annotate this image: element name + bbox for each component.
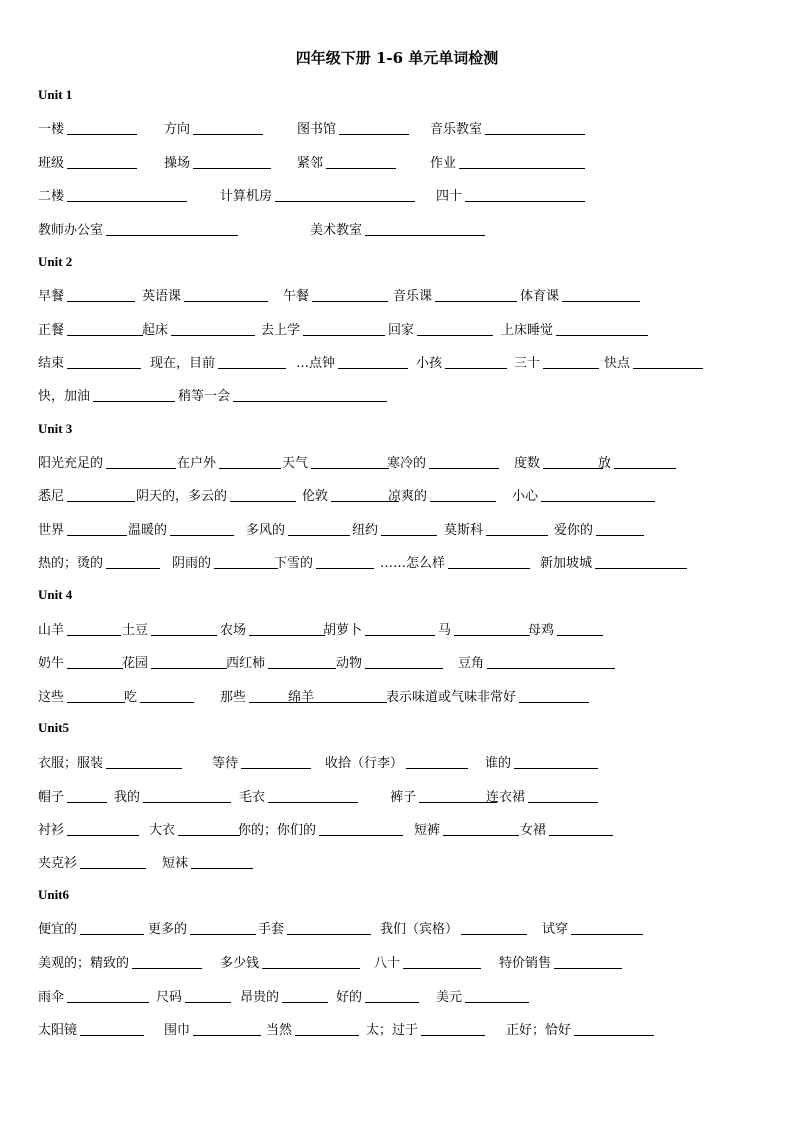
answer-blank[interactable] <box>67 368 141 369</box>
word-prompt: 计算机房 <box>220 189 273 204</box>
answer-blank[interactable] <box>365 635 435 636</box>
answer-blank[interactable] <box>316 568 374 569</box>
answer-blank[interactable] <box>381 535 437 536</box>
answer-blank[interactable] <box>171 335 255 336</box>
word-prompt: 我的 <box>114 790 141 805</box>
word-prompt: 衣服；服装 <box>38 756 104 771</box>
word-prompt: 回家 <box>388 323 415 338</box>
word-prompt: 便宜的 <box>38 922 78 937</box>
answer-blank[interactable] <box>365 235 485 236</box>
answer-blank[interactable] <box>287 934 371 935</box>
word-prompt: 绵羊 <box>288 690 315 705</box>
answer-blank[interactable] <box>67 668 123 669</box>
answer-blank[interactable] <box>339 134 409 135</box>
answer-blank[interactable] <box>67 201 187 202</box>
word-row <box>38 219 758 241</box>
word-prompt: 图书馆 <box>297 122 337 137</box>
word-prompt: 操场 <box>164 156 191 171</box>
worksheet-title: 四年级下册 1-6 单元单词检测 <box>295 49 499 67</box>
word-prompt: 早餐 <box>38 289 65 304</box>
word-prompt: 体育课 <box>520 289 560 304</box>
word-prompt: 夹克衫 <box>38 856 78 871</box>
answer-blank[interactable] <box>67 1002 149 1003</box>
word-prompt: 等待 <box>212 756 239 771</box>
word-row <box>38 1019 758 1041</box>
word-prompt: 八十 <box>374 956 401 971</box>
answer-blank[interactable] <box>487 668 615 669</box>
word-row <box>38 852 758 874</box>
answer-blank[interactable] <box>311 468 389 469</box>
answer-blank[interactable] <box>282 1002 328 1003</box>
word-prompt: 围巾 <box>164 1023 191 1038</box>
word-row <box>38 152 758 174</box>
word-row <box>38 319 758 341</box>
word-prompt: 新加坡城 <box>540 556 593 571</box>
answer-blank[interactable] <box>403 968 481 969</box>
word-prompt: 一楼 <box>38 122 65 137</box>
word-row <box>38 118 758 140</box>
word-prompt: 帽子 <box>38 790 65 805</box>
word-prompt: 度数 <box>514 456 541 471</box>
answer-blank[interactable] <box>448 568 530 569</box>
word-prompt: 毛衣 <box>239 790 266 805</box>
word-prompt: 美术教室 <box>310 223 363 238</box>
answer-blank[interactable] <box>67 301 135 302</box>
answer-blank[interactable] <box>67 168 137 169</box>
word-row <box>38 786 758 808</box>
answer-blank[interactable] <box>67 535 127 536</box>
answer-blank[interactable] <box>429 468 499 469</box>
answer-blank[interactable] <box>191 868 253 869</box>
answer-blank[interactable] <box>106 568 160 569</box>
answer-blank[interactable] <box>106 468 176 469</box>
answer-blank[interactable] <box>595 568 687 569</box>
answer-blank[interactable] <box>262 968 360 969</box>
word-prompt: 音乐课 <box>393 289 433 304</box>
answer-blank[interactable] <box>596 535 644 536</box>
answer-blank[interactable] <box>614 468 676 469</box>
word-prompt: 结束 <box>38 356 65 371</box>
word-prompt: 现在，目前 <box>150 356 216 371</box>
answer-blank[interactable] <box>557 635 603 636</box>
answer-blank[interactable] <box>303 335 385 336</box>
answer-blank[interactable] <box>461 934 527 935</box>
unit-heading: Unit 4 <box>38 587 73 602</box>
word-prompt: 谁的 <box>485 756 512 771</box>
answer-blank[interactable] <box>319 835 403 836</box>
word-prompt: 在户外 <box>177 456 217 471</box>
word-prompt: 这些 <box>38 690 65 705</box>
unit-heading: Unit6 <box>38 887 70 902</box>
word-prompt: 短袜 <box>162 856 189 871</box>
word-prompt: 大衣 <box>149 823 176 838</box>
word-prompt: 裤子 <box>390 790 417 805</box>
word-row <box>38 652 758 674</box>
answer-blank[interactable] <box>193 134 263 135</box>
answer-blank[interactable] <box>249 635 325 636</box>
answer-blank[interactable] <box>485 134 585 135</box>
answer-blank[interactable] <box>219 468 281 469</box>
word-prompt: 胡萝卜 <box>323 623 363 638</box>
word-prompt: 试穿 <box>542 922 569 937</box>
word-row <box>38 819 758 841</box>
answer-blank[interactable] <box>185 1002 231 1003</box>
answer-blank[interactable] <box>514 768 598 769</box>
word-prompt: 小心 <box>512 489 539 504</box>
answer-blank[interactable] <box>417 335 493 336</box>
word-prompt: 动物 <box>336 656 363 671</box>
answer-blank[interactable] <box>80 1035 144 1036</box>
answer-blank[interactable] <box>541 501 655 502</box>
word-prompt: 天气 <box>282 456 309 471</box>
word-prompt: 英语课 <box>142 289 182 304</box>
answer-blank[interactable] <box>193 168 271 169</box>
word-prompt: 二楼 <box>38 189 65 204</box>
word-prompt: 花园 <box>122 656 149 671</box>
answer-blank[interactable] <box>151 668 227 669</box>
word-prompt: 热的；烫的 <box>38 556 104 571</box>
unit-heading: Unit 2 <box>38 254 73 269</box>
answer-blank[interactable] <box>106 768 182 769</box>
answer-blank[interactable] <box>67 635 121 636</box>
word-prompt: 世界 <box>38 523 65 538</box>
word-prompt: ……怎么样 <box>380 556 446 571</box>
answer-blank[interactable] <box>443 835 519 836</box>
word-row <box>38 185 758 207</box>
word-prompt: 小孩 <box>416 356 443 371</box>
answer-blank[interactable] <box>132 968 202 969</box>
answer-blank[interactable] <box>312 301 388 302</box>
answer-blank[interactable] <box>218 368 286 369</box>
word-prompt: 音乐教室 <box>430 122 483 137</box>
answer-blank[interactable] <box>326 168 396 169</box>
word-prompt: 我们（宾格） <box>380 922 459 937</box>
unit-heading: Unit 1 <box>38 87 73 102</box>
answer-blank[interactable] <box>365 668 443 669</box>
word-row <box>38 952 758 974</box>
word-row <box>38 619 758 641</box>
word-prompt: 起床 <box>142 323 169 338</box>
word-prompt: 午餐 <box>283 289 310 304</box>
answer-blank[interactable] <box>178 835 240 836</box>
answer-blank[interactable] <box>143 802 231 803</box>
answer-blank[interactable] <box>574 1035 654 1036</box>
word-prompt: 母鸡 <box>528 623 555 638</box>
word-prompt: 快，加油 <box>38 389 91 404</box>
word-prompt: 连衣裙 <box>486 790 526 805</box>
word-row <box>38 519 758 541</box>
word-prompt: 奶牛 <box>38 656 65 671</box>
word-prompt: 短裤 <box>414 823 441 838</box>
answer-blank[interactable] <box>465 1002 529 1003</box>
answer-blank[interactable] <box>459 168 585 169</box>
word-prompt: 班级 <box>38 156 65 171</box>
answer-blank[interactable] <box>549 835 613 836</box>
answer-blank[interactable] <box>562 301 640 302</box>
word-prompt: 那些 <box>220 690 247 705</box>
word-prompt: 阴天的，多云的 <box>136 489 228 504</box>
word-prompt: 下雪的 <box>274 556 314 571</box>
word-row <box>38 385 758 407</box>
word-prompt: 当然 <box>266 1023 293 1038</box>
word-prompt: 好的 <box>336 990 363 1005</box>
answer-blank[interactable] <box>67 835 139 836</box>
answer-blank[interactable] <box>93 401 175 402</box>
answer-blank[interactable] <box>365 1002 419 1003</box>
answer-blank[interactable] <box>338 368 408 369</box>
word-prompt: 四十 <box>436 189 463 204</box>
word-prompt: 表示味道或气味非常好 <box>386 690 517 705</box>
word-row <box>38 552 758 574</box>
word-prompt: 更多的 <box>148 922 188 937</box>
answer-blank[interactable] <box>554 968 622 969</box>
answer-blank[interactable] <box>80 868 146 869</box>
answer-blank[interactable] <box>214 568 278 569</box>
answer-blank[interactable] <box>295 1035 359 1036</box>
word-prompt: 女裙 <box>520 823 547 838</box>
word-prompt: 作业 <box>430 156 457 171</box>
answer-blank[interactable] <box>454 635 530 636</box>
word-prompt: 紧邻 <box>297 156 324 171</box>
answer-blank[interactable] <box>556 335 648 336</box>
word-prompt: 教师办公室 <box>38 223 104 238</box>
answer-blank[interactable] <box>106 235 238 236</box>
answer-blank[interactable] <box>543 368 599 369</box>
answer-blank[interactable] <box>288 535 350 536</box>
word-prompt: 你的；你们的 <box>238 823 317 838</box>
word-prompt: 尺码 <box>156 990 183 1005</box>
answer-blank[interactable] <box>571 934 643 935</box>
answer-blank[interactable] <box>486 535 548 536</box>
word-row <box>38 986 758 1008</box>
word-prompt: 太阳镜 <box>38 1023 78 1038</box>
word-row <box>38 452 758 474</box>
word-prompt: 昂贵的 <box>240 990 280 1005</box>
answer-blank[interactable] <box>241 768 311 769</box>
answer-blank[interactable] <box>151 635 217 636</box>
answer-blank[interactable] <box>67 702 125 703</box>
word-prompt: 温暖的 <box>128 523 168 538</box>
answer-blank[interactable] <box>406 768 468 769</box>
word-prompt: 多风的 <box>246 523 286 538</box>
answer-blank[interactable] <box>430 501 496 502</box>
word-prompt: 美观的；精致的 <box>38 956 130 971</box>
word-prompt: 美元 <box>436 990 463 1005</box>
word-prompt: 阴雨的 <box>172 556 212 571</box>
word-prompt: 特价销售 <box>499 956 552 971</box>
word-prompt: 三十 <box>514 356 541 371</box>
word-prompt: 悉尼 <box>38 489 65 504</box>
word-prompt: 土豆 <box>122 623 149 638</box>
answer-blank[interactable] <box>233 401 387 402</box>
word-row <box>38 352 758 374</box>
answer-blank[interactable] <box>317 702 387 703</box>
word-prompt: 上床睡觉 <box>501 323 554 338</box>
word-prompt: …点钟 <box>296 356 336 371</box>
word-prompt: 莫斯科 <box>444 523 484 538</box>
word-row <box>38 752 758 774</box>
answer-blank[interactable] <box>67 134 137 135</box>
word-prompt: 山羊 <box>38 623 65 638</box>
answer-blank[interactable] <box>184 301 268 302</box>
word-prompt: 吃 <box>124 690 138 705</box>
answer-blank[interactable] <box>445 368 507 369</box>
answer-blank[interactable] <box>528 802 598 803</box>
answer-blank[interactable] <box>268 802 358 803</box>
word-prompt: 收拾（行李） <box>325 756 404 771</box>
answer-blank[interactable] <box>170 535 234 536</box>
word-prompt: 西红柿 <box>226 656 266 671</box>
word-prompt: 放 <box>598 456 612 471</box>
answer-blank[interactable] <box>67 335 143 336</box>
word-prompt: 去上学 <box>261 323 301 338</box>
word-row <box>38 918 758 940</box>
word-prompt: 爱你的 <box>554 523 594 538</box>
answer-blank[interactable] <box>67 501 135 502</box>
word-prompt: 马 <box>438 623 452 638</box>
answer-blank[interactable] <box>633 368 703 369</box>
word-prompt: 手套 <box>258 922 285 937</box>
word-prompt: 阳光充足的 <box>38 456 104 471</box>
word-row <box>38 686 758 708</box>
unit-heading: Unit 3 <box>38 421 73 436</box>
word-row <box>38 285 758 307</box>
answer-blank[interactable] <box>421 1035 485 1036</box>
answer-blank[interactable] <box>67 802 107 803</box>
word-prompt: 凉爽的 <box>388 489 428 504</box>
word-prompt: 正好；恰好 <box>506 1023 572 1038</box>
word-prompt: 伦敦 <box>302 489 329 504</box>
answer-blank[interactable] <box>268 668 336 669</box>
unit-heading: Unit5 <box>38 720 70 735</box>
word-prompt: 快点 <box>604 356 631 371</box>
answer-blank[interactable] <box>230 501 296 502</box>
answer-blank[interactable] <box>193 1035 261 1036</box>
answer-blank[interactable] <box>435 301 517 302</box>
word-prompt: 纽约 <box>352 523 379 538</box>
word-prompt: 方向 <box>164 122 191 137</box>
word-prompt: 太；过于 <box>366 1023 419 1038</box>
answer-blank[interactable] <box>190 934 256 935</box>
word-row <box>38 485 758 507</box>
answer-blank[interactable] <box>140 702 194 703</box>
answer-blank[interactable] <box>80 934 144 935</box>
word-prompt: 衬衫 <box>38 823 65 838</box>
word-prompt: 农场 <box>220 623 247 638</box>
answer-blank[interactable] <box>275 201 415 202</box>
word-prompt: 雨伞 <box>38 990 65 1005</box>
word-prompt: 多少钱 <box>220 956 260 971</box>
answer-blank[interactable] <box>519 702 589 703</box>
word-prompt: 稍等一会 <box>178 389 231 404</box>
word-prompt: 豆角 <box>458 656 485 671</box>
answer-blank[interactable] <box>465 201 585 202</box>
word-prompt: 寒冷的 <box>387 456 427 471</box>
word-prompt: 正餐 <box>38 323 65 338</box>
answer-blank[interactable] <box>543 468 603 469</box>
